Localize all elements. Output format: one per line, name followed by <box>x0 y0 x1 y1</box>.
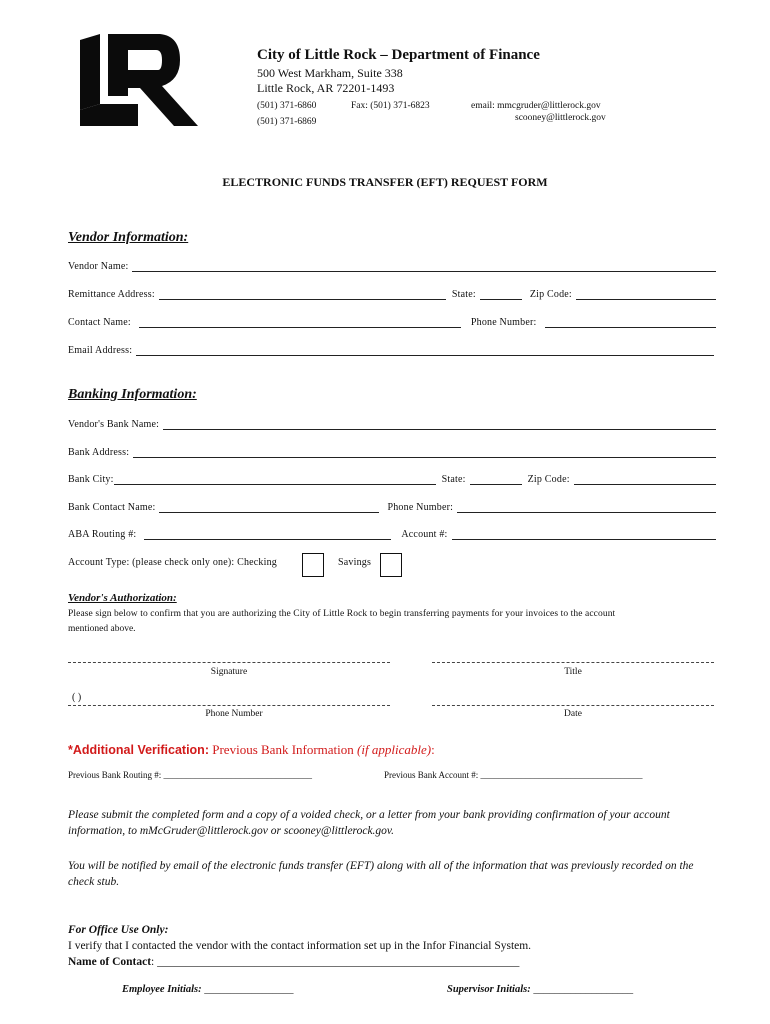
savings-label: Savings <box>338 557 372 568</box>
bank-state-field[interactable] <box>470 473 522 485</box>
savings-checkbox[interactable] <box>380 553 402 577</box>
employee-initials-label: Employee Initials: <box>122 984 202 995</box>
phone-1: (501) 371-6860 <box>257 101 317 111</box>
previous-routing-field[interactable]: Previous Bank Routing #: _________________________________ <box>68 770 313 780</box>
signature-field[interactable] <box>68 661 390 663</box>
authorization-text-1: Please sign below to confirm that you are authorizing the City of Little Rock to begin transferring payments for your invoices to the account <box>68 609 616 619</box>
checking-checkbox[interactable] <box>302 553 324 577</box>
title-caption: Title <box>564 667 582 677</box>
office-verify-text: I verify that I contacted the vendor with the contact information set up in the Infor Financial System. <box>68 940 532 952</box>
bank-contact-label: Bank Contact Name: <box>68 502 156 513</box>
bank-city-label: Bank City: <box>68 474 114 485</box>
aba-row <box>68 528 716 540</box>
date-caption: Date <box>564 709 582 719</box>
title-field[interactable] <box>432 661 714 663</box>
account-number-label: Account #: <box>401 529 448 540</box>
contact-name-label: Contact Name: <box>68 317 131 328</box>
bank-name-row <box>68 418 716 430</box>
signature-caption: Signature <box>210 667 248 677</box>
fax: Fax: (501) 371-6823 <box>351 101 430 111</box>
vendor-zip-label: Zip Code: <box>529 289 572 300</box>
notification-text: You will be notified by email of the electronic funds transfer (EFT) along with all of the information that was previously recorded on the check stub. <box>68 860 694 888</box>
account-type-label: Account Type: (please check only one): Checking <box>68 557 278 568</box>
bank-address-row <box>68 446 716 458</box>
address-line-1: 500 West Markham, Suite 338 <box>257 66 403 80</box>
little-rock-lr-logo-icon <box>78 34 200 128</box>
vendor-phone-label: Phone Number: <box>470 317 537 328</box>
bank-address-label: Bank Address: <box>68 447 130 458</box>
phone-2: (501) 371-6869 <box>257 117 317 127</box>
bank-city-row <box>68 473 716 485</box>
email-1: email: mmcgruder@littlerock.gov <box>471 101 601 111</box>
additional-verification-text: Previous Bank Information <box>209 742 358 757</box>
bank-contact-field[interactable] <box>159 501 379 513</box>
auth-phone-field[interactable] <box>68 704 390 706</box>
if-applicable: (if applicable) <box>357 742 432 757</box>
date-field[interactable] <box>432 704 714 706</box>
phone-number-caption: Phone Number <box>205 709 263 719</box>
authorization-heading: Vendor's Authorization: <box>68 592 177 604</box>
bank-city-field[interactable] <box>114 473 436 485</box>
bank-contact-row <box>68 501 716 513</box>
account-number-field[interactable] <box>452 528 716 540</box>
bank-zip-label: Zip Code: <box>527 474 570 485</box>
previous-account-field[interactable]: Previous Bank Account #: ____________________________________ <box>384 770 643 780</box>
bank-address-field[interactable] <box>133 446 716 458</box>
name-of-contact-label: Name of Contact <box>68 956 152 968</box>
bank-zip-field[interactable] <box>574 473 716 485</box>
banking-section-heading: Banking Information: <box>68 387 197 402</box>
authorization-text-2: mentioned above. <box>68 624 136 634</box>
vendor-state-label: State: <box>451 289 476 300</box>
vendor-name-field[interactable] <box>132 260 716 272</box>
email-2: scooney@littlerock.gov <box>515 113 606 123</box>
additional-verification-prefix: *Additional Verification: <box>68 743 209 757</box>
employee-initials-field[interactable]: _________________ <box>201 984 294 995</box>
supervisor-initials-label: Supervisor Initials: <box>447 984 531 995</box>
vendor-state-field[interactable] <box>480 288 522 300</box>
vendor-section-heading: Vendor Information: <box>68 230 189 245</box>
bank-phone-label: Phone Number: <box>387 502 454 513</box>
name-of-contact-field[interactable]: : _______________________________________________________________ <box>151 956 520 968</box>
supervisor-initials-field[interactable]: ___________________ <box>530 984 634 995</box>
contact-name-field[interactable] <box>139 316 461 328</box>
vendor-name-row <box>68 260 716 272</box>
vendor-zip-field[interactable] <box>576 288 716 300</box>
vendor-phone-field[interactable] <box>545 316 716 328</box>
aba-routing-label: ABA Routing #: <box>68 529 137 540</box>
bank-name-label: Vendor's Bank Name: <box>68 419 160 430</box>
address-line-2: Little Rock, AR 72201-1493 <box>257 81 395 95</box>
contact-row <box>68 316 716 328</box>
office-use-heading: For Office Use Only: <box>68 924 169 936</box>
bank-state-label: State: <box>441 474 466 485</box>
submit-instructions: Please submit the completed form and a copy of a voided check, or a letter from your bank providing confirmation of your account information, to mMcGruder@littlerock.gov or scooney@littlerock.gov. <box>68 809 670 837</box>
aba-routing-field[interactable] <box>144 528 391 540</box>
additional-verification <box>68 742 435 758</box>
remittance-row <box>68 288 716 300</box>
additional-colon: : <box>431 742 435 757</box>
remittance-address-label: Remittance Address: <box>68 289 155 300</box>
remittance-address-field[interactable] <box>159 288 446 300</box>
email-label: Email Address: <box>68 345 133 356</box>
vendor-name-label: Vendor Name: <box>68 261 129 272</box>
org-title: City of Little Rock – Department of Finance <box>257 47 540 63</box>
form-title: ELECTRONIC FUNDS TRANSFER (EFT) REQUEST FORM <box>222 175 548 189</box>
email-row <box>68 344 714 356</box>
bank-phone-field[interactable] <box>457 501 716 513</box>
email-field[interactable] <box>136 344 714 356</box>
phone-parens: ( ) <box>72 692 82 703</box>
bank-name-field[interactable] <box>163 418 716 430</box>
